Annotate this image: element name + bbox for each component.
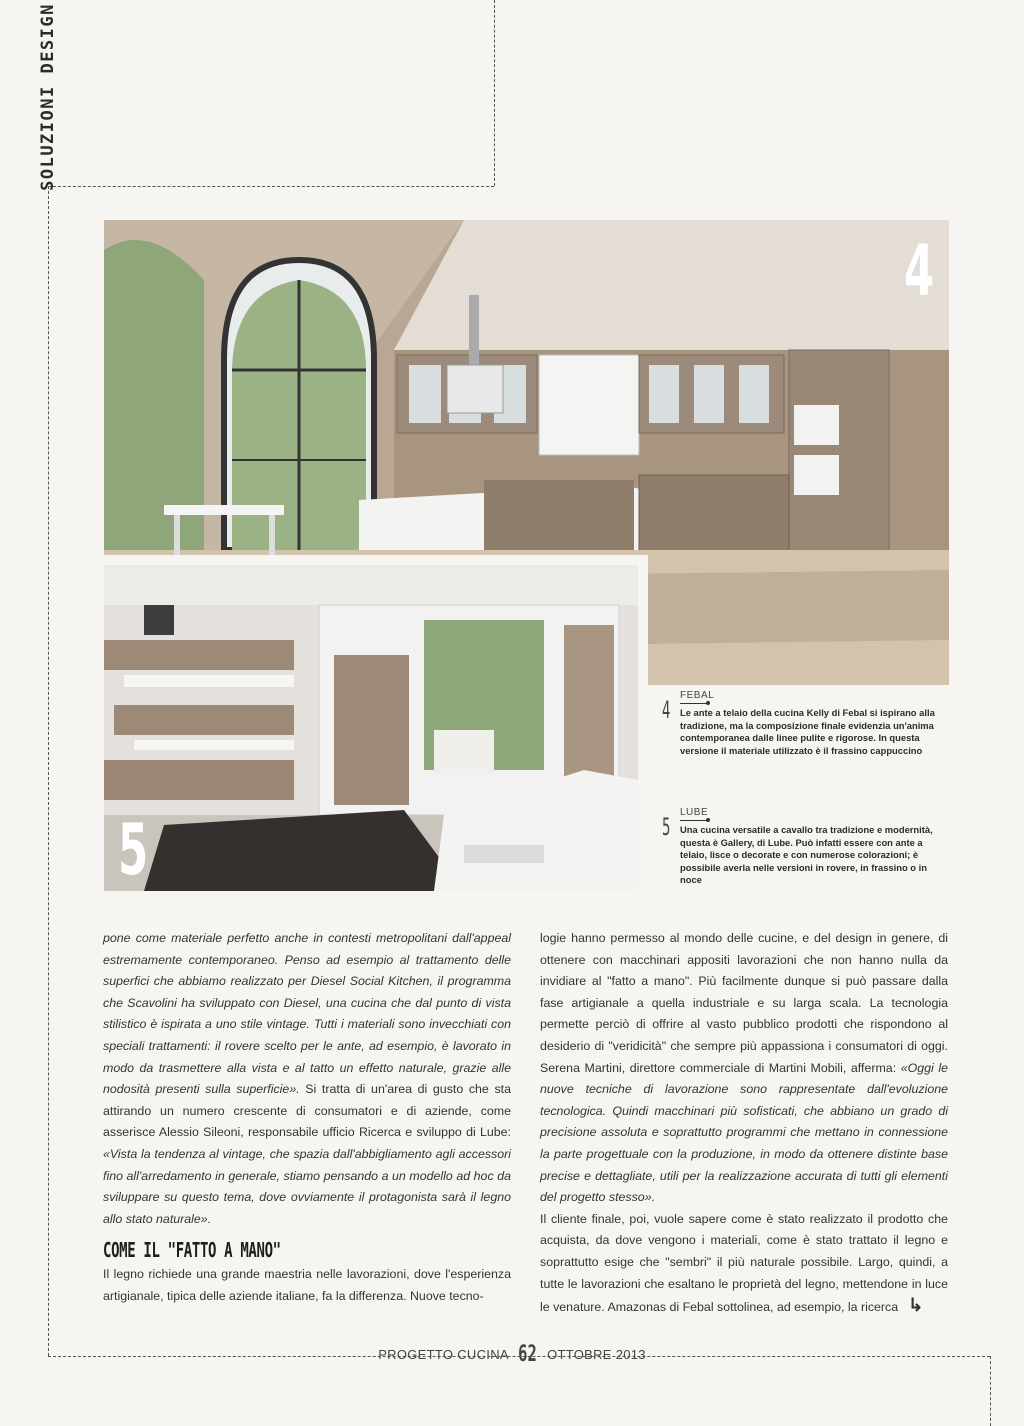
- caption-number-5: 5: [662, 813, 671, 841]
- continue-arrow-icon: ↳: [908, 1295, 924, 1316]
- article-column-right: [540, 928, 948, 1319]
- caption-text-febal: Le ante a telaio della cucina Kelly di Febal si ispirano alla tradizione, ma la composizione finale evidenzia un'anima contemporanea dalle linee pulite e rigorose. In questa versione il materiale utilizzato è il frassino cappuccino: [680, 707, 935, 756]
- quote-text: «Vista la tendenza al vintage, che spazia dall'abbigliamento agli accessori fino all'arredamento in generale, stiamo pensando a un modello ad hoc da sviluppare su questo tema, dove ovviamente il protagonista sarà il legno allo stato naturale».: [103, 1146, 511, 1226]
- section-heading: COME IL "FATTO A MANO": [103, 1238, 281, 1263]
- caption-number-4: 4: [662, 696, 671, 724]
- caption-rule: [680, 703, 708, 704]
- paragraph: [540, 1209, 948, 1319]
- quote-text: pone come materiale perfetto anche in contesti metropolitani dall'appeal estremamente contemporaneo. Penso ad esempio al trattamento delle superfici che abbiamo realizzato per Diesel Social Kitchen, il programma che Scavolini ha sviluppato con Diesel, una cucina che dal punto di vista stilistico è ispirata a uno stile vintage. Tutti i materiali sono invecchiati con speciali trattamenti: il rovere scelto per le ante, ad esempio, è lavorato in modo da trasmettere alla vista e al tatto un effetto naturale, grazie alle nodosità presenti sulla superficie».: [103, 931, 511, 1097]
- body-text: logie hanno permesso al mondo delle cucine, e del design in genere, di ottenere con macchinari appositi lavorazioni che non hanno nulla da invidiare al "fatto a mano". Più facilmente dunque si può passare dalla fase artigianale a quella industriale e su larga scala. La tecnologia permette perciò di offrire al vasto pubblico prodotti che rispondono al desiderio di "veridicità" che sempre più appassiona i consumatori di oggi. Serena Martini, direttore commerciale di Martini Mobili, afferma:: [540, 931, 948, 1075]
- body-text: Il cliente finale, poi, vuole sapere come è stato realizzato il prodotto che acquista, da dove vengono i materiali, come è stato trattato il legno e soprattutto esige che "sembri" il più naturale possibile. Largo, quindi, a tutte le lavorazioni che esaltano le proprietà del legno, mettendone in luce le venature. Amazonas di Febal sottolinea, ad esempio, la ricerca: [540, 1211, 948, 1315]
- frame-line-upper: [48, 186, 494, 187]
- page-footer: [0, 1342, 1024, 1367]
- issue-date: OTTOBRE 2013: [547, 1347, 646, 1362]
- paragraph: [540, 928, 948, 1209]
- caption-brand-lube: LUBE: [680, 807, 709, 818]
- page-number: 62: [518, 1342, 538, 1367]
- frame-line-left: [48, 186, 49, 1356]
- article-column-left: [103, 928, 511, 1307]
- magazine-name: PROGETTO CUCINA: [378, 1347, 509, 1362]
- photo-lube-kitchen: [104, 555, 648, 891]
- photo-number-5: 5: [118, 809, 149, 891]
- paragraph: Il legno richiede una grande maestria nelle lavorazioni, dove l'esperienza artigianale, tipica delle aziende italiane, fa la differenza. Nuove tecno-: [103, 1266, 511, 1303]
- caption-rule: [680, 820, 708, 821]
- body-text: Si tratta di un'area di gusto che sta attirando un numero crescente di consumatori e di aziende, come asserisce Alessio Sileoni, responsabile ufficio Ricerca e sviluppo di Lube:: [103, 1082, 511, 1140]
- caption-text-lube: Una cucina versatile a cavallo tra tradizione e modernità, questa è Gallery, di Lube. Può infatti essere con ante a telaio, lisce o decorate e con numerose colorazioni; è possibile averla nelle versioni in rovere, in frassino o in noce: [680, 824, 933, 885]
- photo-number-4: 4: [904, 230, 935, 312]
- quote-text: «Oggi le nuove tecniche di lavorazione sono rappresentate dall'evoluzione tecnologica. Quindi macchinari più sofisticati, che abbiano un grado di precisione assoluta e soprattutto programmi che mettano in connessione la parte progettuale con la produzione, in modo da ottenere distinte base precise e dettagliate, utili per la realizzazione accurata di tutti gli elementi del progetto stesso».: [540, 1060, 949, 1205]
- paragraph: [103, 928, 511, 1230]
- frame-line-top-right: [494, 0, 495, 186]
- section-label: SOLUZIONI DESIGN: [38, 3, 58, 191]
- caption-brand-febal: FEBAL: [680, 690, 715, 701]
